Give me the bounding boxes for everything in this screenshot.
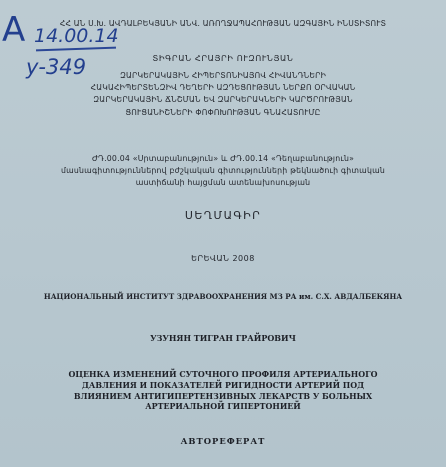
author-name-am: ՏԻԳՐԱՆ ՀՐԱՅՐԻ ՈՒԶՈՒՆՅԱՆ [152, 53, 294, 63]
handwritten-number: 14.00.14 [34, 25, 119, 47]
specialty-am-line: մասնագիտություններով բժշկական գիտությունների թեկնածուի գիտական [60, 166, 386, 176]
title-ru-line: ДАВЛЕНИЯ И ПОКАЗАТЕЛЕЙ РИГИДНОСТИ АРТЕРИЙ ПОД [81, 380, 365, 390]
title-ru-line: ОЦЕНКА ИЗМЕНЕНИЙ СУТОЧНОГО ПРОФИЛЯ АРТЕРИАЛЬНОГО [68, 370, 378, 379]
title-am-line: ՀԱԿԱՀԻՊԵՐՏԵՆԶԻՎ ԴԵՂԵՐԻ ԱԶԴԵՑՈՒԹՅԱՆ ՆԵՐՔՈ ՕՐՎԱԿԱՆ [90, 83, 356, 93]
abstract-label-am: ՍԵՂՄԱԳԻՐ [184, 209, 262, 222]
city-year-am: ԵՐԵՎԱՆ 2008 [191, 254, 255, 263]
title-am-line: ԶԱՐԿԵՐԱԿԱՅԻՆ ՃՆՇՄԱՆ ԵՎ ԶԱՐԿԵՐԱԿՆԵՐԻ ԿԱՐԾՐՈՒԹՅԱՆ [93, 95, 353, 105]
institute-header-am: ՀՀ ԱՆ Ս.Խ. ԱՎԴԱԼԲԵԿՅԱՆԻ ԱՆՎ. ԱՌՈՂՋԱՊԱՀՈՒԹՅԱՆ ԱԶԳԱՅԻՆ ԻՆՍՏԻՏՈՒՏ [59, 19, 387, 28]
handwritten-code: у-349 [26, 55, 87, 79]
title-ru [0, 370, 446, 413]
title-am-line: ԶԱՐԿԵՐԱԿԱՅԻՆ ՀԻՊԵՐՏՈՆԻԱՅՈՎ ՀԻՎԱՆԴՆԵՐԻ [119, 71, 327, 80]
handwritten-underline [36, 47, 116, 52]
specialty-am-line: ԺԴ.00.04 «Սրտաբանություն» և ԺԴ.00.14 «Դեղաբանություն» [91, 154, 355, 163]
title-am [0, 70, 446, 119]
title-am-line: ՑՈՒՑԱՆԻՇՆԵՐԻ ՓՈՓՈԽՈՒԹՅԱՆ ԳՆԱՀԱՏՈՒՄԸ [125, 107, 321, 117]
specialty-am [0, 153, 446, 190]
abstract-label-ru: АВТОРЕФЕРАТ [180, 436, 266, 446]
title-ru-line: АРТЕРИАЛЬНОЙ ГИПЕРТОНИЕЙ [145, 402, 301, 412]
specialty-am-line: աստիճանի հայցման ատենախոսության [135, 178, 311, 188]
handwritten-letter: A [2, 10, 26, 50]
institute-ru: НАЦИОНАЛЬНЫЙ ИНСТИТУТ ЗДРАВООХРАНЕНИЯ МЗ РА им. С.Х. АВДАЛБЕКЯНА [43, 292, 403, 301]
author-name-ru: УЗУНЯН ТИГРАН ГРАЙРОВИЧ [150, 333, 296, 343]
title-ru-line: ВЛИЯНИЕМ АНТИГИПЕРТЕНЗИВНЫХ ЛЕКАРСТВ У БОЛЬНЫХ [73, 391, 373, 401]
